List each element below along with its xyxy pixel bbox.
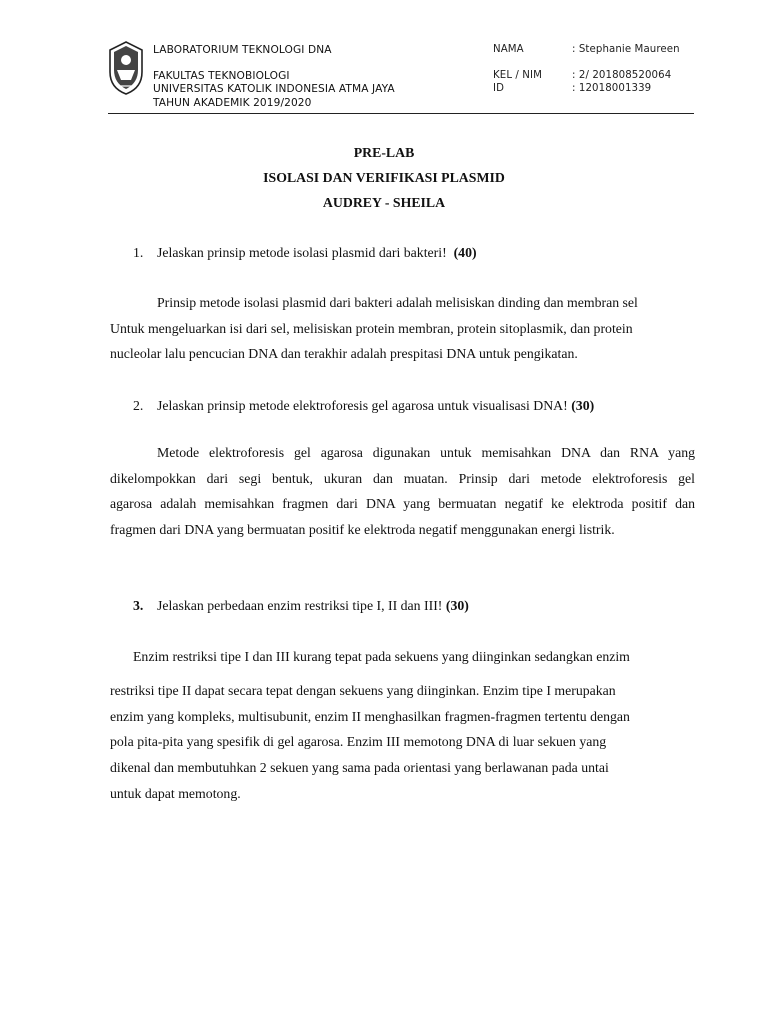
name-label: NAMA xyxy=(493,44,524,55)
question-1 xyxy=(157,245,477,261)
question-3-text: Jelaskan perbedaan enzim restriksi tipe I, II dan III! xyxy=(157,598,443,613)
answer-2 xyxy=(110,440,695,543)
name-value: : Stephanie Maureen xyxy=(572,44,680,55)
question-2-points: (30) xyxy=(571,398,595,413)
answer-3-line: enzim yang kompleks, multisubunit, enzim II menghasilkan fragmen-fragmen tertentu dengan xyxy=(110,708,630,724)
question-3-number: 3. xyxy=(133,598,144,613)
lab-name: LABORATORIUM TEKNOLOGI DNA xyxy=(153,44,332,56)
answer-1-line: Prinsip metode isolasi plasmid dari bakteri adalah melisiskan dinding dan membran sel xyxy=(157,295,638,310)
answer-3-line: pola pita-pita yang spesifik di gel agarosa. Enzim III memotong DNA di luar sekuen yang xyxy=(110,734,607,750)
header-divider xyxy=(108,113,694,114)
title-topic: ISOLASI DAN VERIFIKASI PLASMID xyxy=(263,170,505,185)
kel-nim-label: KEL / NIM xyxy=(493,70,543,81)
question-2 xyxy=(157,398,594,414)
university-name: UNIVERSITAS KATOLIK INDONESIA ATMA JAYA xyxy=(153,83,395,95)
title-names: AUDREY - SHEILA xyxy=(322,195,446,210)
answer-2-line: agarosa adalah memisahkan fragmen dari DNA yang bermuatan negatif ke elektroda positif dan xyxy=(110,496,695,512)
question-1-text: Jelaskan prinsip metode isolasi plasmid dari bakteri! xyxy=(157,245,447,260)
answer-3-line: restriksi tipe II dapat secara tepat dengan sekuens yang diinginkan. Enzim tipe I merupakan xyxy=(110,683,616,698)
question-2-number: 2. xyxy=(133,398,144,413)
title-prelab: PRE-LAB xyxy=(353,145,415,160)
answer-3-line: dikenal dan membutuhkan 2 sekuen yang sama pada orientasi yang berlawanan pada untai xyxy=(110,760,609,776)
question-2-text: Jelaskan prinsip metode elektroforesis gel agarosa untuk visualisasi DNA! xyxy=(157,398,568,413)
id-label: ID xyxy=(493,83,505,94)
answer-3-first-line: Enzim restriksi tipe I dan III kurang tepat pada sekuens yang diinginkan sedangkan enzim xyxy=(133,649,630,664)
question-1-points: (40) xyxy=(453,245,477,260)
answer-1 xyxy=(110,290,695,367)
answer-3 xyxy=(110,678,695,807)
academic-year: TAHUN AKADEMIK 2019/2020 xyxy=(153,97,312,109)
answer-2-line: Metode elektroforesis gel agarosa digunakan untuk memisahkan DNA dan RNA yang xyxy=(157,445,695,460)
faculty-name: FAKULTAS TEKNOBIOLOGI xyxy=(153,70,290,82)
university-logo-icon xyxy=(108,40,144,96)
kel-nim-value: : 2/ 201808520064 xyxy=(572,70,672,81)
question-3-points: (30) xyxy=(445,598,469,613)
id-value: : 12018001339 xyxy=(572,83,652,94)
answer-1-line: Untuk mengeluarkan isi dari sel, melisiskan protein membran, protein sitoplasmik, dan protein xyxy=(110,320,633,336)
answer-2-line: dikelompokkan dari segi bentuk, ukuran dan muatan. Prinsip dari metode elektroforesis gel xyxy=(110,470,695,486)
answer-3-line: untuk dapat memotong. xyxy=(110,785,241,801)
answer-2-line: fragmen dari DNA yang bermuatan positif ke elektroda negatif menggunakan energi listrik. xyxy=(110,522,615,538)
answer-1-line: nucleolar lalu pencucian DNA dan terakhir adalah prespitasi DNA untuk pengikatan. xyxy=(110,346,578,362)
question-1-number: 1. xyxy=(133,245,144,260)
question-3 xyxy=(157,598,469,614)
